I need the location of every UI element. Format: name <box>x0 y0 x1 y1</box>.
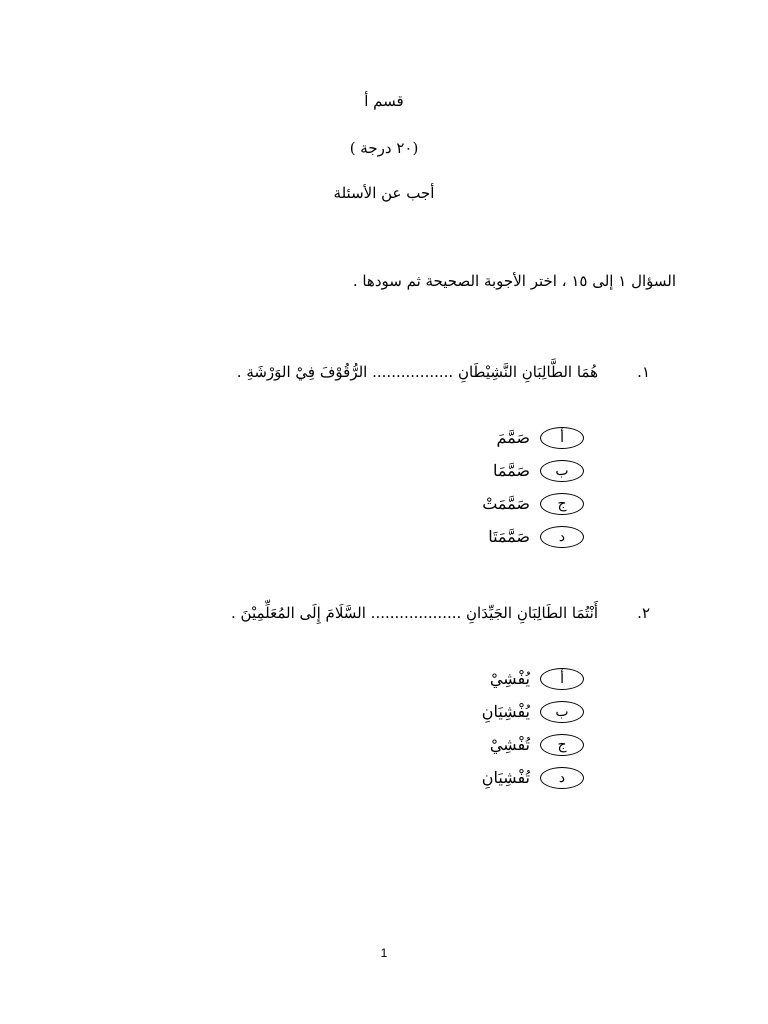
option-a[interactable] <box>482 662 584 695</box>
option-c-bubble[interactable]: ج <box>540 734 584 756</box>
option-a-bubble[interactable]: أ <box>540 427 584 449</box>
option-d-text: تُفْشِيَانِ <box>481 768 530 787</box>
question-2-text: أَنْتُمَا الطَالِبَانِ الجَيِّدَانِ ................... السَّلَامَ إِلَى المُعَلِّمِيْنَ . <box>231 604 598 622</box>
option-b[interactable] <box>482 454 584 487</box>
question-1-number: ١. <box>637 363 650 381</box>
option-c-bubble[interactable]: ج <box>540 493 584 515</box>
question-1-options <box>482 421 584 553</box>
option-b-text: صَمَّمَا <box>493 461 530 480</box>
question-1-text: هُمَا الطَّالِبَانِ النَّشِيْطَانِ ................. الرُّقُوْفَ فِيْ الوَرْشَةِ . <box>236 363 598 381</box>
option-c-text: صَمَّمَتْ <box>482 494 530 513</box>
option-d-bubble[interactable]: د <box>540 767 584 789</box>
option-a-bubble[interactable]: أ <box>540 668 584 690</box>
option-a[interactable] <box>482 421 584 454</box>
questions-instruction: السؤال ١ إلى ١٥ ، اختر الأجوبة الصحيحة ثم سودها . <box>352 272 676 290</box>
option-a-text: صَمَّمَ <box>496 428 530 447</box>
option-d-bubble[interactable]: د <box>540 526 584 548</box>
marks-label: (٢٠ درجة ) <box>349 139 419 157</box>
option-b-text: يُفْشِيَانِ <box>481 702 530 721</box>
question-2-options <box>482 662 584 794</box>
option-d[interactable] <box>482 520 584 553</box>
option-d-text: صَمَّمَتَا <box>488 527 530 546</box>
option-c[interactable] <box>482 487 584 520</box>
question-2-number: ٢. <box>637 604 650 622</box>
option-c[interactable] <box>482 728 584 761</box>
option-d[interactable] <box>482 761 584 794</box>
option-b[interactable] <box>482 695 584 728</box>
option-c-text: تُفْشِيْ <box>489 735 530 754</box>
general-instruction: أجب عن الأسئلة <box>333 184 435 202</box>
section-title: قسم أ <box>364 92 404 110</box>
option-a-text: يُفْشِيْ <box>489 669 530 688</box>
page-number: 1 <box>380 946 388 960</box>
option-b-bubble[interactable]: ب <box>540 701 584 723</box>
option-b-bubble[interactable]: ب <box>540 460 584 482</box>
